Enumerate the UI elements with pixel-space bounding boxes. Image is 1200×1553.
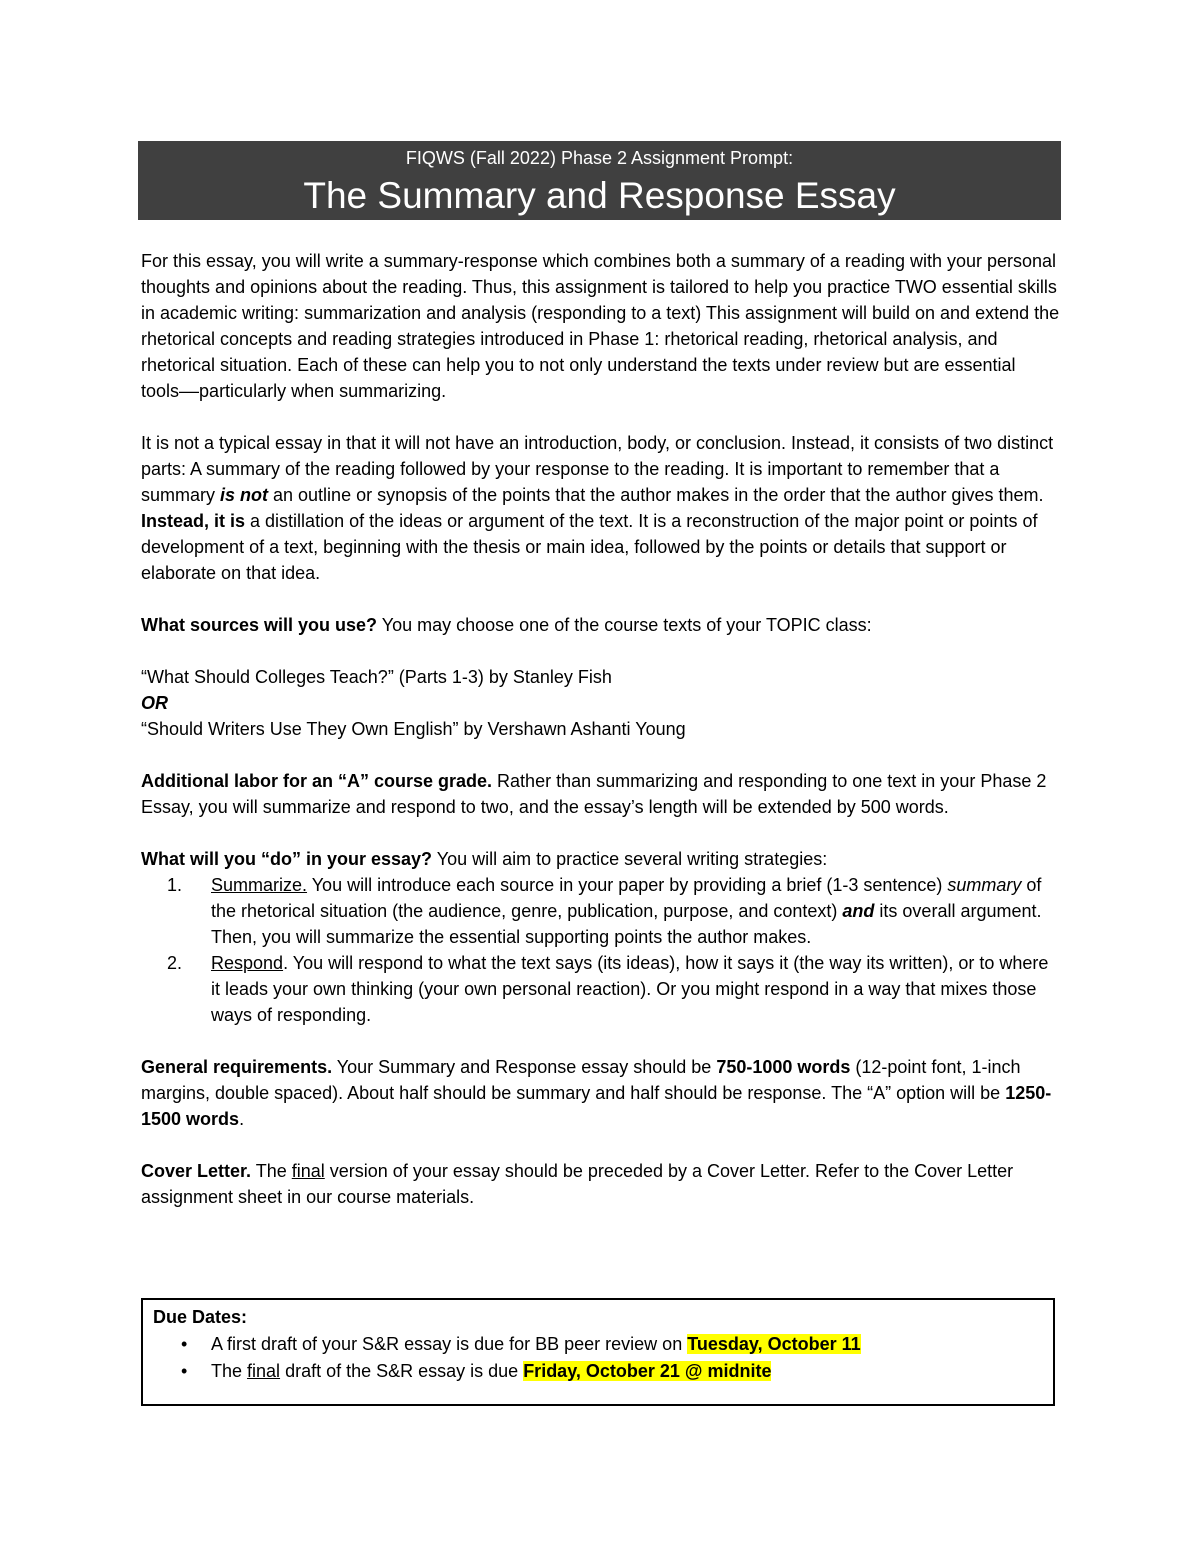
bullet-icon: • [181,1334,188,1354]
requirements-text-c: . [239,1109,245,1129]
intro-paragraph-2 [141,430,1061,586]
strategies-paragraph [141,846,1061,872]
strategy-summarize-text-b: of the rhetorical situation (the audience, genre, publication, purpose, and context) [211,875,1042,921]
requirements-paragraph [141,1054,1061,1132]
source-or [141,690,1061,716]
page-title: The Summary and Response Essay [303,175,896,216]
due-final-text-b: draft of the S&R essay is due [280,1361,524,1381]
intro-p2-bold: Instead, it is [141,511,246,531]
due-final-underlined: final [247,1361,281,1381]
due-dates-heading: Due Dates: [153,1307,248,1327]
document-body [141,248,1061,1210]
strategy-item-summarize [187,872,1061,950]
intro-p2-text-a: It is not a typical essay in that it will not have an introduction, body, or conclusion. Instead, it consists of two distinct parts: A summary of the reading followed by your response to the reading. It is important to remember that a summary [141,433,1054,505]
additional-labor-text: Rather than summarizing and responding to one text in your Phase 2 Essay, you will summarize and respond to two, and the essay’s length will be extended by 500 words. [141,771,1047,817]
requirements-word-count: 750-1000 words [716,1057,851,1077]
intro-p1-text: For this essay, you will write a summary-response which combines both a summary of a reading with your personal thoughts and opinions about the reading. Thus, this assignment is tailored to help you practice TWO essential skills in academic writing: summarization and analysis (responding to a text) This assignment will build on and extend the rhetorical concepts and reading strategies introduced in Phase 1: rhetorical reading, rhetorical analysis, and rhetorical situation. Each of these can help you to not only understand the texts under review but are essential tools––particularly when summarizing. [141,251,1060,401]
strategy-item-respond [187,950,1061,1028]
sources-heading: What sources will you use? [141,615,378,635]
cover-letter-text-a: The [251,1161,292,1181]
sources-paragraph [141,612,1061,638]
additional-labor-paragraph [141,768,1061,820]
strategy-summarize-text-a: You will introduce each source in your paper by providing a brief (1-3 sentence) [307,875,948,895]
requirements-text-b: (12-point font, 1-inch margins, double spaced). About half should be summary and half should be response. The “A” option will be [141,1057,1021,1103]
intro-p2-emphasis: is not [220,485,269,505]
intro-p2-text-c: a distillation of the ideas or argument of the text. It is a reconstruction of the major point or points of development of a text, beginning with the thesis or main idea, followed by the points or details that support or elaborate on that idea. [141,511,1038,583]
bullet-icon: • [181,1361,188,1381]
cover-letter-final: final [291,1161,325,1181]
strategy-summarize-label: Summarize. [211,875,308,895]
strategies-text: You will aim to practice several writing strategies: [432,849,828,869]
strategy-respond-label: Respond [211,953,284,973]
strategy-respond-text: . You will respond to what the text says (its ideas), how it says it (the way its written), or to where it leads your own thinking (your own personal reaction). Or you might respond in a way that mixes those ways of responding. [211,953,1049,1025]
requirements-text-a: Your Summary and Response essay should be [332,1057,717,1077]
strategies-heading: What will you “do” in your essay? [141,849,433,869]
cover-letter-paragraph [141,1158,1061,1210]
intro-p2-text-b: an outline or synopsis of the points that the author makes in the order that the author gives them. [268,485,1044,505]
intro-paragraph-1 [141,248,1061,404]
banner-subtitle: FIQWS (Fall 2022) Phase 2 Assignment Prompt: [405,148,794,168]
source-or-label: OR [141,693,168,713]
cover-letter-text-b: version of your essay should be preceded by a Cover Letter. Refer to the Cover Letter assignment sheet in our course materials. [141,1161,1014,1207]
strategies-list [141,872,1061,1028]
due-final-text-a: The [211,1361,248,1381]
additional-labor-heading: Additional labor for an “A” course grade. [141,771,493,791]
due-dates-box [141,1298,1055,1406]
source-text-2: “Should Writers Use They Own English” by Vershawn Ashanti Young [141,719,686,739]
due-date-item-draft [181,1331,1043,1358]
strategy-summarize-text-c: its overall argument. Then, you will summarize the essential supporting points the author makes. [211,901,1042,947]
due-dates-list [153,1331,1043,1385]
requirements-heading: General requirements. [141,1057,333,1077]
requirements-word-count-a: 1250-1500 words [141,1083,1052,1129]
strategy-summarize-emphasis-1: summary [947,875,1022,895]
due-draft-text: A first draft of your S&R essay is due for BB peer review on [211,1334,688,1354]
due-final-date: Friday, October 21 @ midnite [523,1361,772,1381]
source-text-1: “What Should Colleges Teach?” (Parts 1-3) by Stanley Fish [141,667,612,687]
due-date-item-final [181,1358,1043,1385]
sources-text: You may choose one of the course texts of your TOPIC class: [377,615,872,635]
cover-letter-heading: Cover Letter. [141,1161,252,1181]
title-banner [138,141,1061,220]
strategy-summarize-emphasis-2: and [842,901,875,921]
due-draft-date: Tuesday, October 11 [687,1334,861,1354]
